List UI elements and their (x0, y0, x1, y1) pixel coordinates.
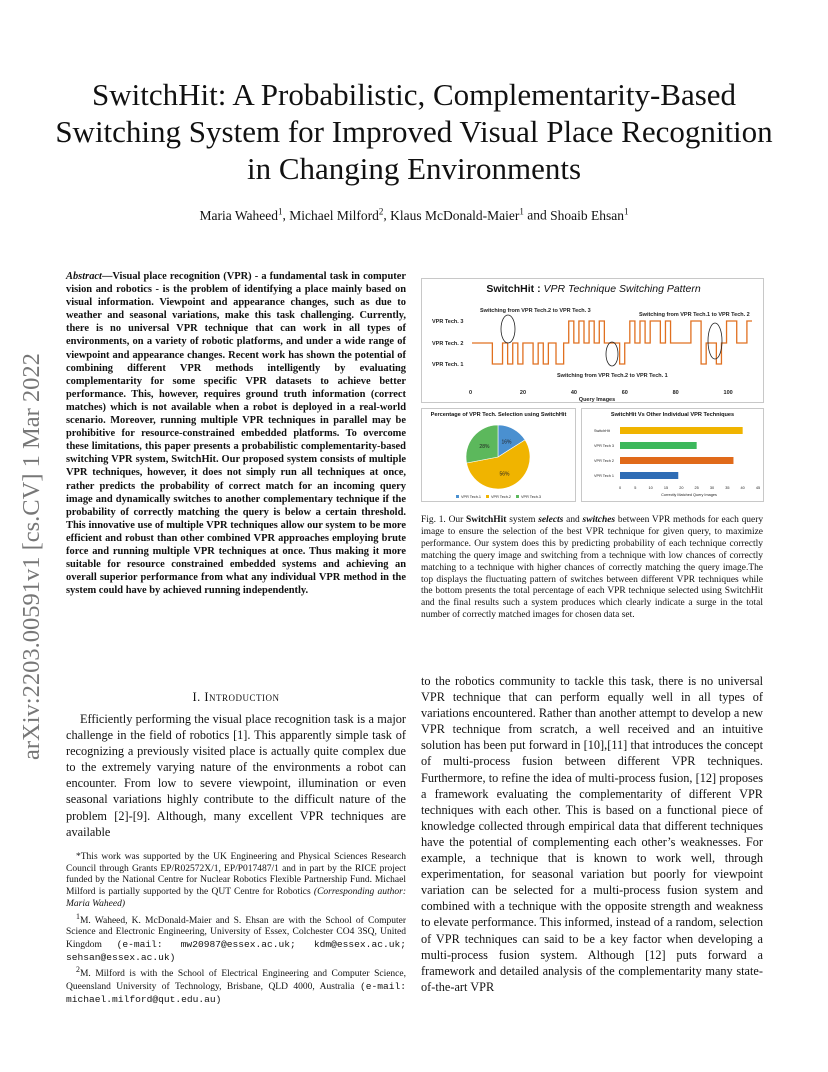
bar-category-label: VPR Tech 1 (594, 474, 614, 478)
x-tick-label: 80 (672, 390, 679, 396)
footnote-1-email: (e-mail: mw20987@essex.ac.uk; kdm@essex.ac.uk; sehsan@essex.ac.uk) (66, 939, 406, 963)
legend-swatch (456, 495, 459, 498)
annotation-ellipse (606, 342, 618, 366)
pie-slice-label: 56% (499, 471, 510, 478)
x-tick-label: 100 (723, 390, 733, 396)
pie-title: Percentage of VPR Tech. Selection using SwitchHit (430, 412, 567, 418)
pie-slice-label: 28% (479, 443, 490, 450)
y-tick-label: VPR Tech. 3 (432, 319, 464, 325)
bar-category-label: VPR Tech 3 (594, 444, 614, 448)
bar-x-tick: 25 (694, 486, 699, 490)
switching-chart-title: SwitchHit : VPR Technique Switching Pattern (486, 283, 701, 295)
author-name: Maria Waheed$^1$ (199, 206, 283, 223)
legend-label: VPR Tech.3 (521, 495, 541, 499)
bar-x-axis-label: Correctly Matched Query Images (661, 493, 717, 497)
pie-panel (421, 408, 576, 502)
pie-chart (422, 409, 575, 501)
switching-line-chart (422, 279, 763, 402)
footnote-funding: *This work was supported by the UK Engineering and Physical Sciences Research Council through Grants EP/R02572X/1, EP/P017487/1 and in part by the RICE project funded by the National Centre for Nuclear Robotics Flexible Partnership Fund. Michael Milford is partially supported by the QUT Centre for Robotics (Corresponding author: Maria Waheed) (66, 852, 406, 909)
legend-label: VPR Tech.2 (491, 495, 511, 499)
y-tick-label: VPR Tech. 1 (432, 362, 464, 368)
bar (620, 442, 697, 449)
bar (620, 457, 733, 464)
x-tick-label: 20 (519, 390, 527, 396)
abstract-text: Visual place recognition (VPR) - a fundamental task in computer vision and robotics - is the problem of identifying a place mainly based on visual information. Viewpoint and appearance changes, such as due to weather and seasonal variations, make this task challenging. Currently, there is no universal VPR technique that can work in all types of environments, on a variety of robotic platforms, and under a wide range of viewpoint and appearance changes. Recent work has shown the potential of combining different VPR methods intelligently by evaluating complementarity for some specific VPR datasets to achieve better performance. This, however, requires ground truth information (correct matches) which is not available when a robot is deployed in a real-world scenario. Moreover, running multiple VPR techniques in parallel may be prohibitive for resource-constrained embedded platforms. To overcome these limitations, this paper presents a probabilistic complementarity-based switching VPR system, SwitchHit. Our proposed system consists of multiple VPR techniques, however, it does not simply run all techniques at once, rather predicts the probability of correct match for an incoming query image and dynamically switches to another complementary technique if the probability of correctly matching the query is below a certain threshold. This innovative use of multiple VPR techniques allow our system to be more efficient and robust than other combined VPR approaches employing brute force and running multiple VPR techniques at once. Thus making it more suitable for resource constrained embedded systems and achieving an overall superior performance from what any individual VPR method in the system could have by achieved running independently. (66, 271, 406, 597)
bar-x-tick: 30 (709, 486, 715, 490)
annotation-ellipse (708, 323, 722, 359)
bar-x-tick: 35 (725, 486, 730, 490)
pie-slice-label: 16% (501, 439, 512, 446)
footnote-1: $^1$M. Waheed, K. McDonald-Maier and S. Ehsan are with the School of Computer Science and Electronic Engineering, University of Essex, Colchester CO4 3SQ, United Kingdom (e-mail: mw20987@essex.ac.uk; kdm@essex.ac.uk; sehsan@essex.ac.uk) (66, 911, 406, 963)
abstract-label: Abstract (66, 271, 102, 282)
annotation-label: Switching from VPR Tech.2 to VPR Tech. 3 (480, 308, 591, 314)
footnote-2: $^2$M. Milford is with the School of Electrical Engineering and Computer Science, Queensland University of Technology, Brisbane, QLD 4000, Australia (e-mail: michael.milford@qut.edu.au) (66, 965, 407, 1006)
y-tick-label: VPR Tech. 2 (432, 341, 464, 347)
bar (620, 472, 678, 479)
bar-chart (582, 409, 763, 501)
bar (620, 427, 743, 434)
abstract: Abstract—Visual place recognition (VPR) - a fundamental task in computer vision and robotics - is the problem of identifying a place mainly based on visual information. Viewpoint and appearance changes, such as due to weather and seasonal variations, make this task challenging. Currently, there is no universal VPR technique that can work in all types of environments, on a variety of robotic platforms, and under a wide range of viewpoint and appearance changes. Recent work has shown the potential of combining different VPR methods intelligently by evaluating complementarity for some specific VPR datasets to achieve better performance. This, however, requires ground truth information (correct matches) which is not available when a robot is deployed in a real-world scenario. Moreover, running multiple VPR techniques in parallel may be prohibitive for resource-constrained embedded platforms. To overcome these limitations, this paper presents a probabilistic complementarity-based switching VPR system, SwitchHit. Our proposed system consists of multiple VPR techniques, however, it does not simply run all techniques at once, rather predicts the probability of correct match for an incoming query image and dynamically switches to another complementary technique if the probability of correctly matching the query is below a certain threshold. This innovative use of multiple VPR techniques allow our system to be more efficient and robust than other combined VPR approaches employing brute force and running multiple VPR techniques at once. Thus making it more suitable for resource constrained embedded systems and achieving an overall superior performance from what any individual VPR method in the system could have by achieved running independently. (66, 271, 406, 597)
author-name: Michael Milford$^2$ (289, 206, 384, 223)
bar-x-tick: 20 (679, 486, 684, 490)
bar-x-tick: 15 (663, 486, 669, 490)
legend-swatch (516, 495, 519, 498)
x-tick-label: 0 (469, 390, 473, 396)
x-tick-label: 60 (621, 390, 628, 396)
arxiv-stamp: arXiv:2203.00591v1 [cs.CV] 1 Mar 2022 (18, 353, 45, 760)
annotation-label: Switching from VPR Tech.2 to VPR Tech. 1 (557, 373, 668, 379)
footnote-2-email: (e-mail: michael.milford@qut.edu.au) (66, 981, 407, 1006)
intro-paragraph-col1: Efficiently performing the visual place recognition task is a major challenge in the field of robotics [1]. This apparently simple task of recognizing a previously visited place is actually quite complex due to the extremely varying nature of the environments a robot can encounter. From low to severe viewpoint, illumination or even seasonal variations highly contribute to the difficult nature of the problem [2]-[9]. Although, many excellent VPR techniques are available (66, 712, 406, 839)
figure-caption: Fig. 1. Our SwitchHit system selects and switches between VPR methods for each query image to ensure the selection of the best VPR technique for given query, to maximize performance. Our system does this by predicting probability of each technique correctly matching the query image and switching from a technique with low chances of correctly matching to a technique with higher chances of correctly matching the query image.The top displays the fluctuating pattern of switches between different VPR techniques while the bottom presents the total percentage of each VPR technique selected using SwitchHit and the final results such a system produces which clearly indicate a surge in the total number of correctly matched images for chosen data set. (421, 515, 764, 621)
legend-swatch (486, 495, 489, 498)
author-name: Shoaib Ehsan$^1$ (550, 206, 629, 223)
figure-1 (421, 278, 764, 502)
section-heading-introduction: I. Introduction (192, 690, 280, 704)
footnotes (66, 852, 406, 1007)
x-tick-label: 40 (570, 390, 577, 396)
bar-x-tick: 10 (648, 486, 653, 490)
bar-panel (581, 408, 764, 502)
bar-category-label: VPR Tech 2 (594, 459, 614, 463)
annotation-ellipse (501, 315, 515, 343)
bar-x-tick: 5 (634, 486, 637, 490)
author-list: Maria Waheed$^1$, Michael Milford$^2$, Klaus McDonald-Maier$^1$ and Shoaib Ehsan$^1$ (199, 206, 629, 223)
intro-paragraph-col2: to the robotics community to tackle this task, there is no universal VPR technique that can perform equally well in all types of variations encountered. Rather than another attempt to develop a new VPR technique from scratch, a well received and an intuitive solution has been put forward in [10],[11] that introduces the concept of multi-process fusion between different VPR techniques. Furthermore, to refine the idea of multi-process fusion, [12] proposes a framework evaluating the complementarity of different VPR techniques with each other. This is based on a functional piece of knowledge collected through empirical data that different techniques have the potential of complementing each other’s weaknesses. For example, a technique that is known to work well, through experimentation, for seasonal variation but poorly for viewpoint variation can be selected for a multi-process fusion system and combined with a technique with the opposite strength and weakness to elevate performance. This informed, instead of a random, selection of VPR techniques can said to be a key factor when developing a multi-process fusion system. Although [12] puts forward a framework and detailed analysis of the complementarity many state-of-the-art VPR (421, 674, 763, 994)
x-axis-label: Query Images (578, 397, 616, 402)
paper-title: SwitchHit: A Probabilistic, Complementarity-Based Switching System for Improved Visual Place Recognition in Changing Environments (55, 77, 773, 186)
bar-x-tick: 45 (755, 486, 761, 490)
switching-pattern-panel (421, 278, 764, 403)
legend-label: VPR Tech.1 (461, 495, 481, 499)
bar-x-tick: 40 (740, 486, 745, 490)
bar-category-label: SwitchHit (594, 429, 610, 433)
bar-x-tick: 0 (618, 486, 622, 490)
author-name: Klaus McDonald-Maier$^1$ (390, 206, 524, 223)
bar-title: SwitchHit Vs Other Individual VPR Techniques (610, 412, 735, 418)
annotation-label: Switching from VPR Tech.1 to VPR Tech. 2 (639, 312, 750, 318)
